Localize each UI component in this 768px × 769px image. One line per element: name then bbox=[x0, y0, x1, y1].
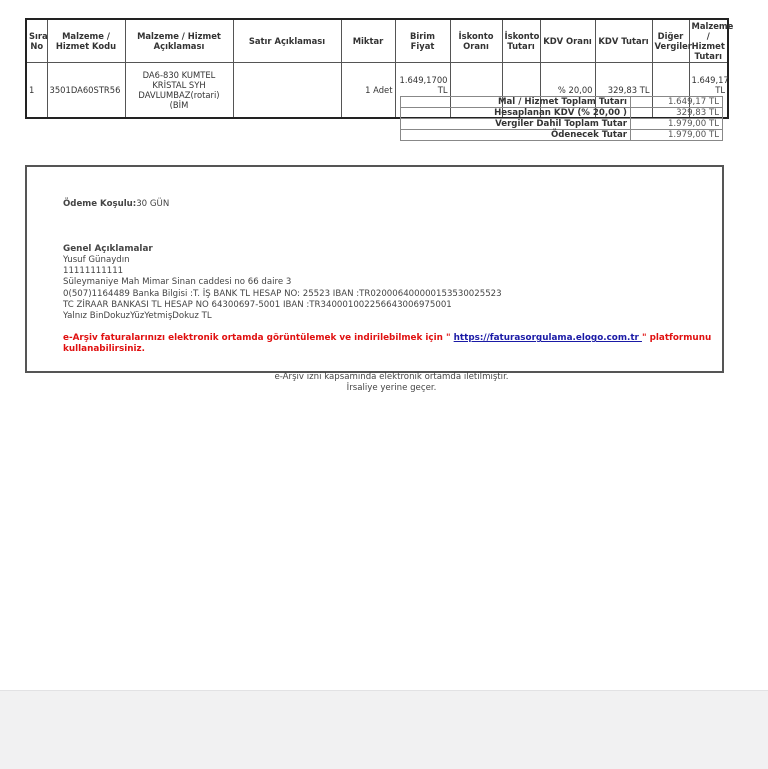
totals-value: 329,83 TL bbox=[631, 108, 723, 119]
cell-no: 1 bbox=[26, 63, 47, 119]
cell-total: 1.649,17 TL bbox=[689, 63, 728, 119]
totals-label: Ödenecek Tutar bbox=[401, 130, 631, 141]
header-kdv-tutari: KDV Tutarı bbox=[595, 19, 652, 63]
notes-content bbox=[63, 199, 713, 355]
cell-description: DA6-830 KUMTEL KRİSTAL SYH DAVLUMBAZ(rotari) (BİM bbox=[125, 63, 233, 119]
totals-label: Vergiler Dahil Toplam Tutar bbox=[401, 119, 631, 130]
cell-unit-price: 1.649,1700 TL bbox=[395, 63, 450, 119]
totals-table bbox=[400, 96, 723, 141]
footer-line: e-Arşiv izni kapsamında elektronik ortamda iletilmiştir. bbox=[274, 372, 509, 382]
payment-terms-label: Ödeme Koşulu: bbox=[63, 199, 137, 209]
header-hizmet-tutari: Malzeme / Hizmet Tutarı bbox=[689, 19, 728, 63]
totals-row bbox=[401, 119, 723, 130]
general-note-line: Yusuf Günaydın bbox=[63, 255, 130, 265]
cell-line-description bbox=[233, 63, 341, 119]
table-header-row bbox=[26, 19, 728, 63]
header-miktar: Miktar bbox=[341, 19, 395, 63]
general-note-line: 0(507)1164489 Banka Bilgisi :T. İŞ BANK TL HESAP NO: 25523 IBAN :TR020006400000153530025523 bbox=[63, 288, 502, 299]
totals-label: Hesaplanan KDV (% 20,00 ) bbox=[401, 108, 631, 119]
cell-vat-rate: % 20,00 bbox=[540, 63, 595, 119]
header-hizmet-aciklamasi: Malzeme / Hizmet Açıklaması bbox=[125, 19, 233, 63]
general-note-line: TC ZİRAAR BANKASI TL HESAP NO 64300697-5001 IBAN :TR340001002256643006975001 bbox=[63, 299, 452, 310]
notes-box bbox=[25, 165, 724, 373]
header-hizmet-kodu: Malzeme / Hizmet Kodu bbox=[47, 19, 125, 63]
totals-row bbox=[401, 97, 723, 108]
cell-code: 3501DA60STR56 bbox=[47, 63, 125, 119]
header-satir-aciklamasi: Satır Açıklaması bbox=[233, 19, 341, 63]
earsiv-notice: e-Arşiv faturalarınızı elektronik ortamda görüntülemek ve indirilebilmek için " https://faturasorgulama.elogo.com.tr " platformunu kullanabilirsiniz. bbox=[63, 333, 712, 355]
header-birim-fiyat: Birim Fiyat bbox=[395, 19, 450, 63]
general-note-line: Yalnız BinDokuzYüzYetmişDokuz TL bbox=[63, 311, 212, 322]
general-notes-title: Genel Açıklamalar bbox=[63, 244, 153, 254]
header-sira-no: Sıra No bbox=[26, 19, 47, 63]
viewer-bottom-band bbox=[0, 690, 768, 769]
totals-label: Mal / Hizmet Toplam Tutarı bbox=[401, 97, 631, 108]
totals-row bbox=[401, 108, 723, 119]
payment-terms bbox=[63, 199, 713, 209]
cell-vat-amount: 329,83 TL bbox=[595, 63, 652, 119]
earsiv-portal-link[interactable]: https://faturasorgulama.elogo.com.tr bbox=[453, 333, 642, 344]
totals-value: 1.649,17 TL bbox=[631, 97, 723, 108]
footer-note bbox=[0, 372, 768, 394]
footer-line: İrsaliye yerine geçer. bbox=[346, 383, 437, 393]
header-iskonto-orani: İskonto Oranı bbox=[450, 19, 502, 63]
totals-row bbox=[401, 130, 723, 141]
totals-value: 1.979,00 TL bbox=[631, 119, 723, 130]
general-note-line: 11111111111 bbox=[63, 266, 124, 277]
general-note-line: Süleymaniye Mah Mimar Sinan caddesi no 66 daire 3 bbox=[63, 277, 292, 288]
cell-quantity: 1 Adet bbox=[341, 63, 395, 119]
totals-value: 1.979,00 TL bbox=[631, 130, 723, 141]
header-kdv-orani: KDV Oranı bbox=[540, 19, 595, 63]
payment-terms-value: 30 GÜN bbox=[136, 199, 170, 209]
header-iskonto-tutari: İskonto Tutarı bbox=[502, 19, 540, 63]
header-diger-vergiler: Diğer Vergiler bbox=[652, 19, 689, 63]
